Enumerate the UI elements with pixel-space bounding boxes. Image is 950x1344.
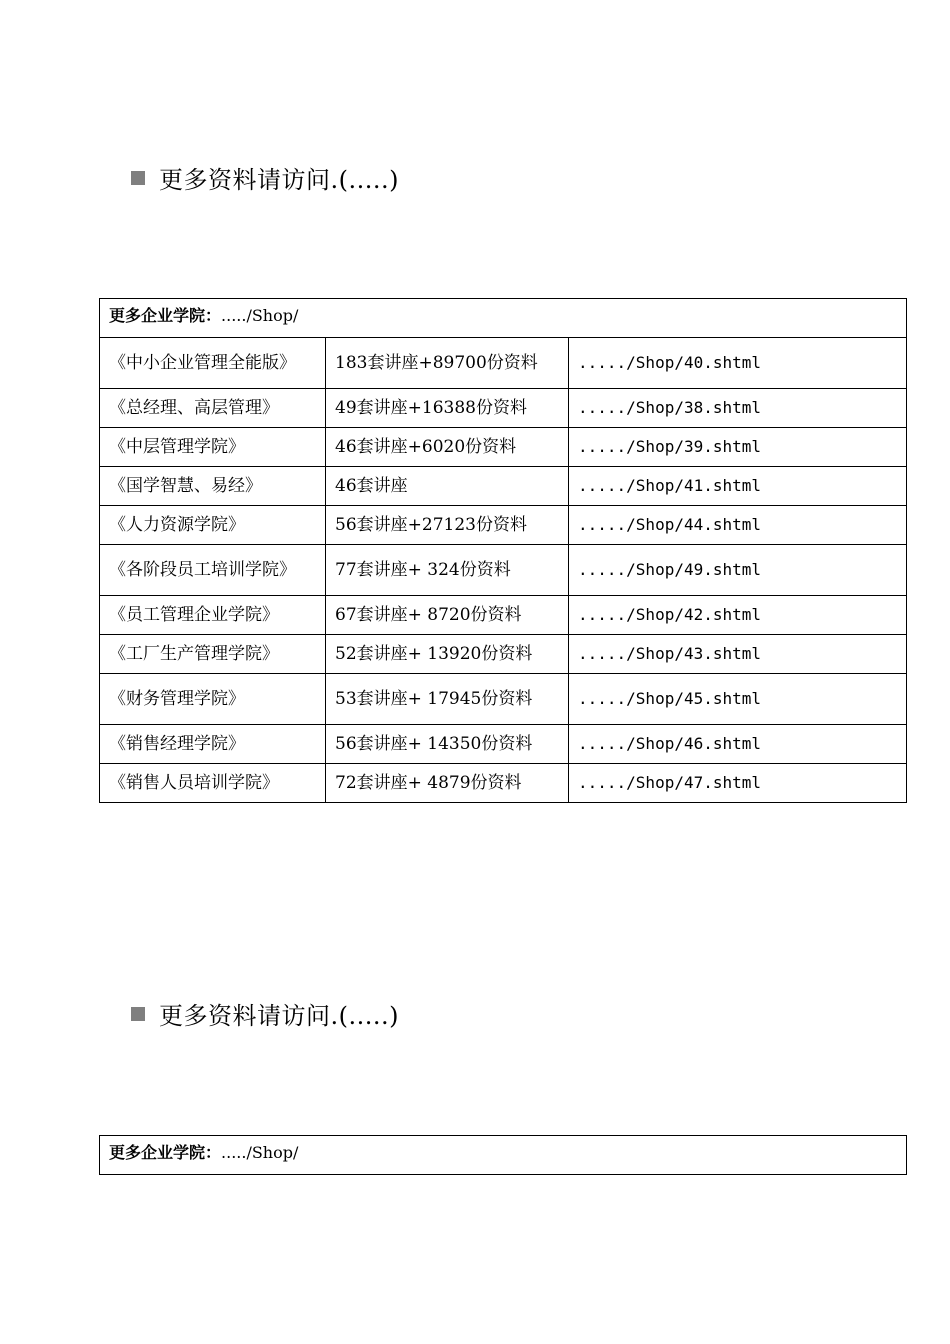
course-link[interactable]: ...../Shop/40.shtml <box>569 338 907 389</box>
course-link[interactable]: ...../Shop/42.shtml <box>569 596 907 635</box>
header-label: 更多企业学院： <box>109 306 222 325</box>
table-row <box>100 428 907 467</box>
course-content: 53套讲座+ 17945份资料 <box>326 674 569 725</box>
course-name: 《销售经理学院》 <box>100 725 326 764</box>
table-row <box>100 635 907 674</box>
table-row <box>100 467 907 506</box>
course-name: 《员工管理企业学院》 <box>100 596 326 635</box>
course-content: 56套讲座+27123份资料 <box>326 506 569 545</box>
course-link[interactable]: ...../Shop/44.shtml <box>569 506 907 545</box>
table-row <box>100 674 907 725</box>
course-link[interactable]: ...../Shop/46.shtml <box>569 725 907 764</box>
table-header-row <box>100 299 907 338</box>
course-content: 77套讲座+ 324份资料 <box>326 545 569 596</box>
header-link[interactable]: ...../Shop/ <box>221 1143 299 1162</box>
course-name: 《销售人员培训学院》 <box>100 764 326 803</box>
course-name: 《人力资源学院》 <box>100 506 326 545</box>
square-bullet-icon <box>131 171 145 185</box>
header-link[interactable]: ...../Shop/ <box>221 306 299 325</box>
course-name: 《工厂生产管理学院》 <box>100 635 326 674</box>
course-content: 52套讲座+ 13920份资料 <box>326 635 569 674</box>
course-link[interactable]: ...../Shop/41.shtml <box>569 467 907 506</box>
table-row <box>100 338 907 389</box>
table-row <box>100 725 907 764</box>
course-link[interactable]: ...../Shop/38.shtml <box>569 389 907 428</box>
course-content: 183套讲座+89700份资料 <box>326 338 569 389</box>
shop-table <box>99 298 907 803</box>
course-name: 《国学智慧、易经》 <box>100 467 326 506</box>
course-link[interactable]: ...../Shop/47.shtml <box>569 764 907 803</box>
course-link[interactable]: ...../Shop/45.shtml <box>569 674 907 725</box>
table-row <box>100 545 907 596</box>
course-content: 72套讲座+ 4879份资料 <box>326 764 569 803</box>
table-header-row <box>100 1136 907 1175</box>
notice-text: 更多资料请访问.(.....) <box>159 166 399 194</box>
course-link[interactable]: ...../Shop/43.shtml <box>569 635 907 674</box>
table-row <box>100 596 907 635</box>
course-content: 67套讲座+ 8720份资料 <box>326 596 569 635</box>
course-name: 《各阶段员工培训学院》 <box>100 545 326 596</box>
notice-text: 更多资料请访问.(.....) <box>159 1002 399 1030</box>
shop-table <box>99 1135 907 1175</box>
course-content: 46套讲座 <box>326 467 569 506</box>
notice-line <box>131 160 399 195</box>
table-row <box>100 506 907 545</box>
course-content: 46套讲座+6020份资料 <box>326 428 569 467</box>
course-name: 《中层管理学院》 <box>100 428 326 467</box>
notice-line <box>131 996 399 1031</box>
course-name: 《中小企业管理全能版》 <box>100 338 326 389</box>
table-row <box>100 389 907 428</box>
table-header <box>100 1136 907 1175</box>
course-link[interactable]: ...../Shop/49.shtml <box>569 545 907 596</box>
header-label: 更多企业学院： <box>109 1143 222 1162</box>
course-link[interactable]: ...../Shop/39.shtml <box>569 428 907 467</box>
course-name: 《财务管理学院》 <box>100 674 326 725</box>
course-name: 《总经理、高层管理》 <box>100 389 326 428</box>
table-row <box>100 764 907 803</box>
course-content: 56套讲座+ 14350份资料 <box>326 725 569 764</box>
square-bullet-icon <box>131 1007 145 1021</box>
course-content: 49套讲座+16388份资料 <box>326 389 569 428</box>
table-header <box>100 299 907 338</box>
